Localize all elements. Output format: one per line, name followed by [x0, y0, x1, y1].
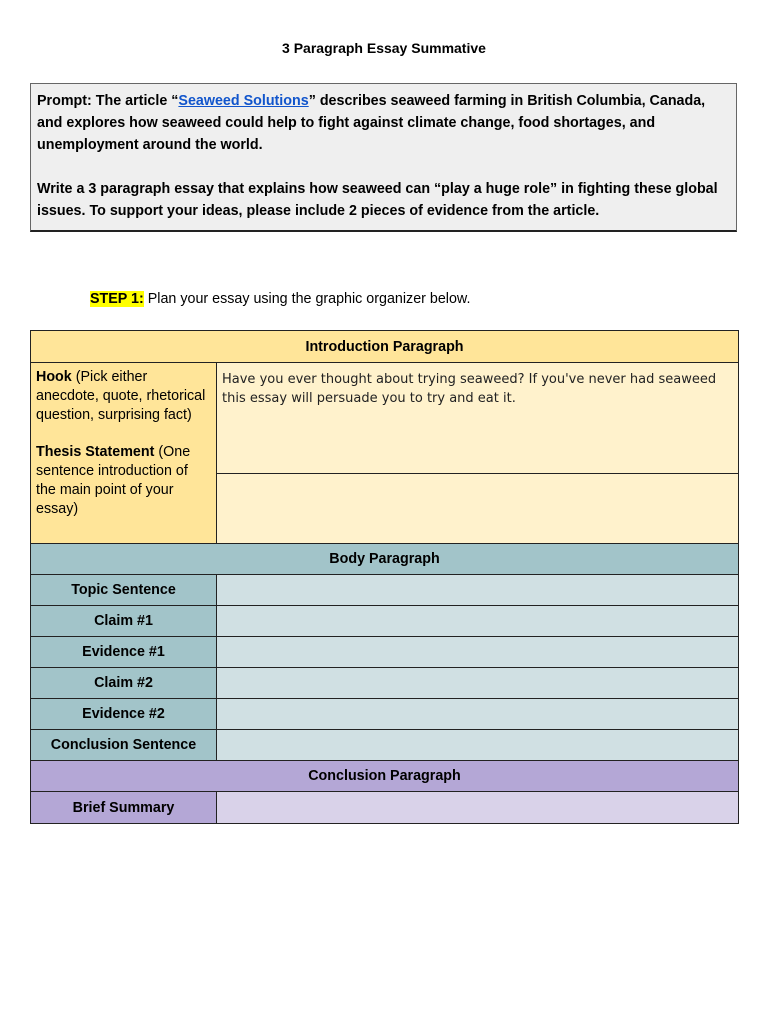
claim-2-label: Claim #2 — [31, 668, 217, 699]
evidence-2-cell[interactable] — [217, 699, 739, 730]
brief-summary-cell[interactable] — [217, 792, 739, 824]
prompt-text-start: Prompt: The article “ — [37, 93, 179, 109]
thesis-label: Thesis Statement (One sentence introduction of the main point of your essay) — [36, 444, 191, 517]
conclusion-paragraph-heading: Conclusion Paragraph — [31, 761, 739, 792]
topic-sentence-label: Topic Sentence — [31, 575, 217, 606]
claim-1-label: Claim #1 — [31, 606, 217, 637]
claim-1-cell[interactable] — [217, 606, 739, 637]
document-title: 3 Paragraph Essay Summative — [282, 40, 486, 56]
seaweed-solutions-link[interactable]: Seaweed Solutions — [178, 93, 309, 109]
evidence-2-label: Evidence #2 — [31, 699, 217, 730]
step-1-text: Plan your essay using the graphic organizer below. — [143, 291, 471, 307]
thesis-answer-cell[interactable] — [217, 474, 739, 544]
prompt-text-end: ” describes seaweed farming in British Columbia, Canada, and explores how seaweed could help to fight against climate change, food shortages, and unemployment around the world. — [37, 93, 706, 153]
prompt-box — [30, 83, 737, 232]
topic-sentence-cell[interactable] — [217, 575, 739, 606]
step-1-label: STEP 1: — [90, 291, 144, 307]
step-1-instruction — [90, 291, 470, 307]
brief-summary-label: Brief Summary — [31, 792, 217, 824]
conclusion-sentence-label: Conclusion Sentence — [31, 730, 217, 761]
hook-label: Hook (Pick either anecdote, quote, rhetorical question, surprising fact) — [36, 369, 206, 423]
claim-2-cell[interactable] — [217, 668, 739, 699]
intro-labels — [31, 363, 217, 544]
conclusion-sentence-cell[interactable] — [217, 730, 739, 761]
evidence-1-label: Evidence #1 — [31, 637, 217, 668]
hook-answer-cell[interactable] — [217, 363, 739, 474]
prompt-paragraph-1 — [37, 90, 729, 156]
prompt-paragraph-2: Write a 3 paragraph essay that explains how seaweed can “play a huge role” in fighting these global issues. To support your ideas, please include 2 pieces of evidence from the article. — [37, 181, 718, 219]
hook-answer: Have you ever thought about trying seaweed? If you've never had seaweed this essay will persuade you to try and eat it. — [222, 372, 717, 406]
body-paragraph-heading: Body Paragraph — [31, 544, 739, 575]
intro-paragraph-heading: Introduction Paragraph — [31, 331, 739, 363]
graphic-organizer — [30, 330, 739, 824]
evidence-1-cell[interactable] — [217, 637, 739, 668]
